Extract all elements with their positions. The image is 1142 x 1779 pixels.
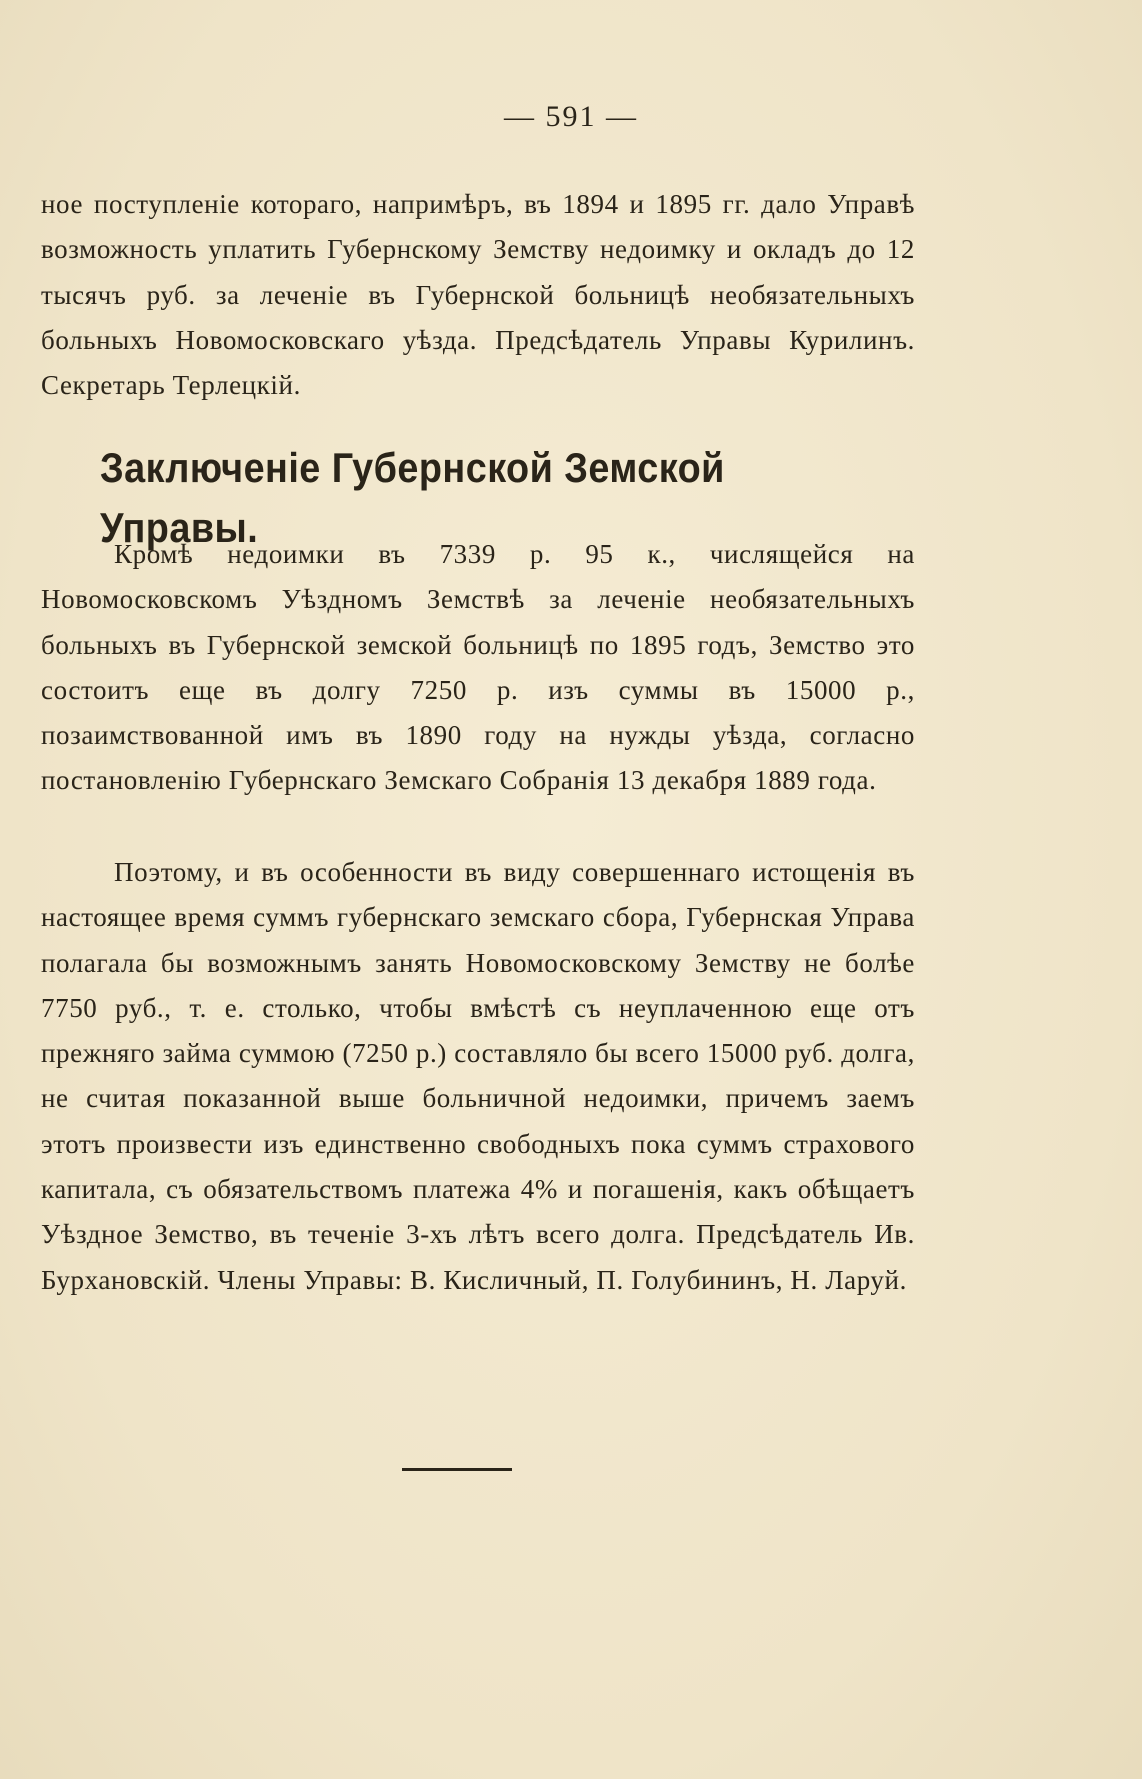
page-number: — 591 — [504,100,638,133]
paragraph-continued [41,182,915,408]
paragraph-1: ное поступленіе котораго, напримѣръ, въ 1894 и 1895 гг. дало Управѣ возможность уплатить Губернскому Земству недоимку и окладъ до 12 тысячъ руб. за леченіе въ Губернской больницѣ необязательныхъ больныхъ Новомосковскаго уѣзда. Предсѣдатель Управы Курилинъ. Секретарь Терлецкій. [41,189,915,401]
closing-rule [402,1468,512,1471]
paragraph-block-3 [41,850,915,1303]
paragraph-2: Кромѣ недоимки въ 7339 р. 95 к., числящейся на Новомосковскомъ Уѣздномъ Земствѣ за леченіе необязательныхъ больныхъ въ Губернской земской больницѣ по 1895 годъ, Земство это состоитъ еще въ долгу 7250 р. изъ суммы въ 15000 р., позаимствованной имъ въ 1890 году на нужды уѣзда, согласно постановленію Губернскаго Земскаго Собранія 13 декабря 1889 года. [41,539,915,796]
section-heading: Заключеніе Губернской Земской Управы. [100,444,725,551]
paragraph-block-2 [41,532,915,804]
paragraph-3: Поэтому, и въ особенности въ виду совершеннаго истощенія въ настоящее время суммъ губернскаго земскаго сбора, Губернская Управа полагала бы возможнымъ занять Новомосковскому Земству не болѣе 7750 руб., т. е. столько, чтобы вмѣстѣ съ неуплаченною еще отъ прежняго займа суммою (7250 р.) составляло бы всего 15000 руб. долга, не считая показанной выше больничной недоимки, причемъ заемъ этотъ произвести изъ единственно свободныхъ пока суммъ страхового капитала, съ обязательствомъ платежа 4% и погашенія, какъ обѣщаетъ Уѣздное Земство, въ теченіе 3-хъ лѣтъ всего долга. Предсѣдатель Ив. Бурхановскій. Члены Управы: В. Кисличный, П. Голубининъ, Н. Ларуй. [41,857,915,1295]
